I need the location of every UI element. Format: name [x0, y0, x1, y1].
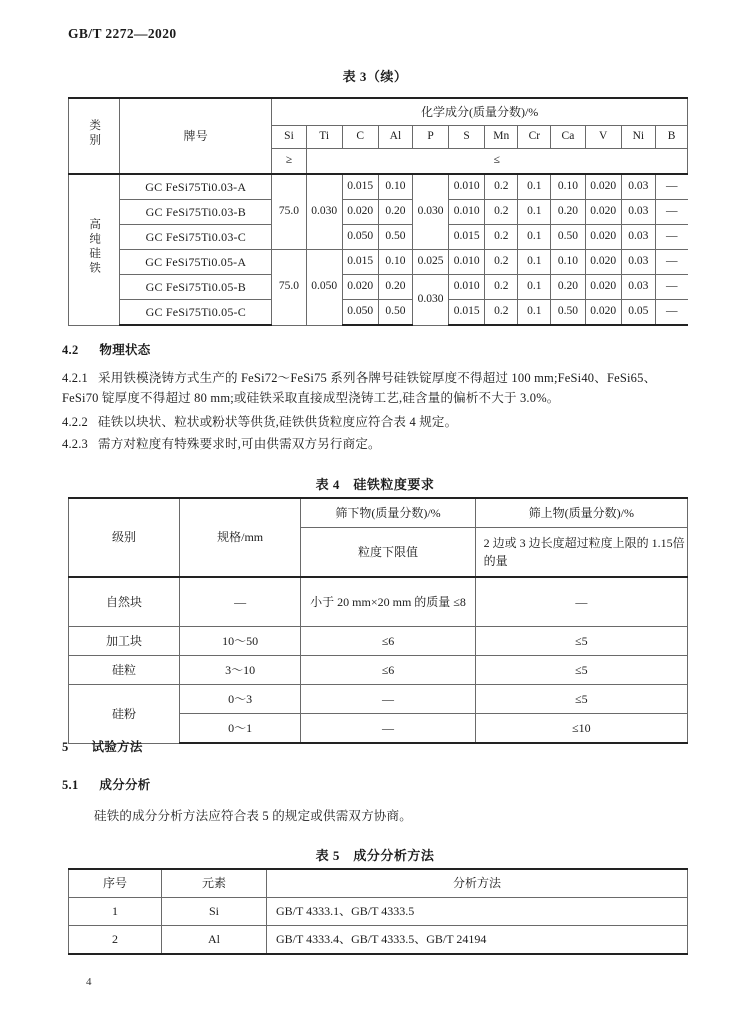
table4-header-oversize-sub: 2 边或 3 边长度超过粒度上限的 1.15倍的量 — [475, 528, 687, 578]
table3-cell-b: — — [656, 275, 688, 300]
table3-col-si: Si — [272, 126, 306, 149]
table4-cell-undersize: 小于 20 mm×20 mm 的质量 ≤8 — [301, 577, 475, 627]
table3-brand-value: GC FeSi75Ti0.03-C — [120, 225, 272, 250]
table3-cell-v: 0.020 — [585, 275, 621, 300]
page-number: 4 — [86, 976, 92, 988]
table-row — [69, 656, 688, 685]
table3-cell-ni: 0.03 — [621, 200, 655, 225]
table-5-analysis-methods — [68, 868, 688, 955]
table3-cell-ca: 0.20 — [551, 275, 585, 300]
table3-cell-c: 0.020 — [342, 275, 378, 300]
table-row — [69, 926, 688, 955]
table3-brand-value: GC FeSi75Ti0.05-A — [120, 250, 272, 275]
table-row — [69, 174, 688, 200]
table-row — [69, 200, 688, 225]
section-number: 5 — [62, 740, 69, 754]
table3-cell-ni: 0.05 — [621, 300, 655, 326]
table3-p-row4: 0.025 — [413, 250, 449, 275]
table3-cell-v: 0.020 — [585, 300, 621, 326]
table3-cell-ni: 0.03 — [621, 174, 655, 200]
table4-header-undersize-group: 筛下物(质量分数)/% — [301, 498, 475, 528]
section-heading-5 — [62, 737, 143, 755]
table3-cell-cr: 0.1 — [518, 200, 551, 225]
section-title: 物理状态 — [99, 343, 151, 357]
table3-brand-value: GC FeSi75Ti0.03-B — [120, 200, 272, 225]
table3-cell-al: 0.10 — [378, 174, 412, 200]
table3-cell-cr: 0.1 — [518, 275, 551, 300]
table-row — [69, 300, 688, 326]
table4-cell-spec: 0～3 — [179, 685, 300, 714]
table3-cell-c: 0.015 — [342, 250, 378, 275]
paragraph-4-2-3 — [62, 434, 692, 454]
table3-cell-s: 0.015 — [449, 300, 485, 326]
table3-cell-mn: 0.2 — [485, 250, 518, 275]
clause-text: 需方对粒度有特殊要求时,可由供需双方另行商定。 — [98, 437, 381, 451]
table3-cell-v: 0.020 — [585, 250, 621, 275]
table3-col-ti: Ti — [306, 126, 342, 149]
table4-cell-spec: 3～10 — [179, 656, 300, 685]
table4-cell-spec: 10～50 — [179, 627, 300, 656]
table3-cell-ca: 0.10 — [551, 250, 585, 275]
table3-si-merged-2: 75.0 — [272, 250, 306, 326]
table-row — [69, 577, 688, 627]
clause-text: 采用铁模浇铸方式生产的 FeSi72～FeSi75 系列各牌号硅铁锭厚度不得超过 100 mm;FeSi40、FeSi65、FeSi70 锭厚度不得超过 80 mm;或硅铁采取直接成型浇铸工艺,硅含量的偏析不大于 3.0%。 — [62, 371, 657, 405]
table3-si-merged-1: 75.0 — [272, 174, 306, 250]
table3-cell-b: — — [656, 250, 688, 275]
table3-cell-cr: 0.1 — [518, 174, 551, 200]
table-4-granularity-requirements — [68, 497, 688, 744]
table3-header-category: 类别 — [69, 98, 120, 174]
table3-header-row-1 — [69, 98, 688, 126]
table3-cell-s: 0.010 — [449, 174, 485, 200]
table3-cell-mn: 0.2 — [485, 174, 518, 200]
table3-cell-b: — — [656, 174, 688, 200]
clause-number: 4.2.1 — [62, 371, 88, 385]
table3-brand-value: GC FeSi75Ti0.05-B — [120, 275, 272, 300]
table4-header-level: 级别 — [69, 498, 180, 577]
table3-cell-ca: 0.10 — [551, 174, 585, 200]
table3-cell-s: 0.010 — [449, 200, 485, 225]
table3-cell-ni: 0.03 — [621, 250, 655, 275]
table3-ti-merged-2: 0.050 — [306, 250, 342, 326]
table3-symbol-si: ≥ — [272, 149, 306, 175]
table4-cell-undersize: — — [301, 685, 475, 714]
table3-cell-cr: 0.1 — [518, 225, 551, 250]
table5-cell-method: GB/T 4333.4、GB/T 4333.5、GB/T 24194 — [267, 926, 688, 955]
table4-cell-level: 硅粉 — [69, 685, 180, 744]
table-row — [69, 225, 688, 250]
table3-header-brand: 牌号 — [120, 98, 272, 174]
section-number: 5.1 — [62, 778, 79, 792]
table5-header-row — [69, 869, 688, 898]
section-title: 试验方法 — [91, 740, 143, 754]
table3-cell-al: 0.20 — [378, 200, 412, 225]
table4-cell-spec: 0～1 — [179, 714, 300, 744]
table3-col-p: P — [413, 126, 449, 149]
clause-text: 硅铁以块状、粒状或粉状等供货,硅铁供货粒度应符合表 4 规定。 — [98, 415, 458, 429]
table5-cell-no: 2 — [69, 926, 162, 955]
table-row — [69, 275, 688, 300]
table3-cell-cr: 0.1 — [518, 300, 551, 326]
section-heading-4-2 — [62, 340, 151, 358]
table5-cell-element: Al — [162, 926, 267, 955]
table3-cell-mn: 0.2 — [485, 225, 518, 250]
table4-cell-spec: — — [179, 577, 300, 627]
table4-cell-level: 硅粒 — [69, 656, 180, 685]
section-number: 4.2 — [62, 343, 79, 357]
table4-cell-undersize: ≤6 — [301, 627, 475, 656]
table5-caption: 表 5 成分分析方法 — [315, 848, 435, 863]
table3-col-c: C — [342, 126, 378, 149]
section-title: 成分分析 — [99, 778, 151, 792]
paragraph-5-1-body: 硅铁的成分分析方法应符合表 5 的规定或供需双方协商。 — [94, 809, 412, 823]
table3-col-s: S — [449, 126, 485, 149]
table3-cell-al: 0.50 — [378, 300, 412, 326]
table-row — [69, 627, 688, 656]
running-header-standard-id: GB/T 2272—2020 — [68, 26, 177, 41]
clause-number: 4.2.3 — [62, 437, 88, 451]
table3-symbol-rest: ≤ — [306, 149, 687, 175]
table4-header-undersize-sub: 粒度下限值 — [301, 528, 475, 578]
table3-col-mn: Mn — [485, 126, 518, 149]
table5-header-element: 元素 — [162, 869, 267, 898]
table4-cell-oversize: ≤10 — [475, 714, 687, 744]
table-row — [69, 685, 688, 714]
table3-p-merged-1: 0.030 — [413, 174, 449, 250]
table3-cell-ca: 0.50 — [551, 225, 585, 250]
table3-cell-c: 0.020 — [342, 200, 378, 225]
table4-cell-undersize: ≤6 — [301, 656, 475, 685]
table3-cell-s: 0.010 — [449, 275, 485, 300]
table5-cell-element: Si — [162, 898, 267, 926]
paragraph-4-2-1 — [62, 368, 692, 408]
table3-cell-v: 0.020 — [585, 174, 621, 200]
table3-cell-b: — — [656, 200, 688, 225]
table4-cell-oversize: ≤5 — [475, 627, 687, 656]
table3-header-chem-group: 化学成分(质量分数)/% — [272, 98, 688, 126]
table-row — [69, 250, 688, 275]
table-3-chemical-composition — [68, 97, 688, 326]
table3-cell-c: 0.015 — [342, 174, 378, 200]
table3-cell-ni: 0.03 — [621, 225, 655, 250]
table3-cell-ni: 0.03 — [621, 275, 655, 300]
table4-cell-oversize: — — [475, 577, 687, 627]
table3-col-v: V — [585, 126, 621, 149]
table3-col-cr: Cr — [518, 126, 551, 149]
section-heading-5-1 — [62, 775, 151, 793]
table3-cell-s: 0.015 — [449, 225, 485, 250]
table3-cell-b: — — [656, 300, 688, 326]
table-row — [69, 898, 688, 926]
table3-cell-v: 0.020 — [585, 225, 621, 250]
table4-header-spec: 规格/mm — [179, 498, 300, 577]
table3-col-ca: Ca — [551, 126, 585, 149]
table5-cell-no: 1 — [69, 898, 162, 926]
table3-cell-ca: 0.20 — [551, 200, 585, 225]
table5-header-no: 序号 — [69, 869, 162, 898]
table4-caption: 表 4 硅铁粒度要求 — [315, 477, 435, 492]
table4-cell-undersize: — — [301, 714, 475, 744]
table3-cell-mn: 0.2 — [485, 200, 518, 225]
table3-p-merged-3: 0.030 — [413, 275, 449, 326]
table3-brand-value: GC FeSi75Ti0.05-C — [120, 300, 272, 326]
table3-col-al: Al — [378, 126, 412, 149]
table3-cell-ca: 0.50 — [551, 300, 585, 326]
table4-cell-level: 自然块 — [69, 577, 180, 627]
table3-cell-c: 0.050 — [342, 225, 378, 250]
table3-col-b: B — [656, 126, 688, 149]
table3-cell-al: 0.50 — [378, 225, 412, 250]
table3-cell-b: — — [656, 225, 688, 250]
table3-cell-mn: 0.2 — [485, 300, 518, 326]
table3-cell-c: 0.050 — [342, 300, 378, 326]
clause-number: 4.2.2 — [62, 415, 88, 429]
table3-cell-al: 0.10 — [378, 250, 412, 275]
paragraph-4-2-2 — [62, 412, 692, 432]
table3-cell-cr: 0.1 — [518, 250, 551, 275]
table3-ti-merged-1: 0.030 — [306, 174, 342, 250]
table5-cell-method: GB/T 4333.1、GB/T 4333.5 — [267, 898, 688, 926]
table3-cell-mn: 0.2 — [485, 275, 518, 300]
table4-header-row-1 — [69, 498, 688, 528]
table4-header-oversize-group: 筛上物(质量分数)/% — [475, 498, 687, 528]
table4-cell-level: 加工块 — [69, 627, 180, 656]
table3-col-ni: Ni — [621, 126, 655, 149]
table4-cell-oversize: ≤5 — [475, 685, 687, 714]
table3-brand-value: GC FeSi75Ti0.03-A — [120, 174, 272, 200]
table3-cell-al: 0.20 — [378, 275, 412, 300]
table3-category-value: 高纯硅铁 — [69, 174, 120, 325]
table3-caption: 表 3（续） — [342, 69, 408, 84]
table3-cell-v: 0.020 — [585, 200, 621, 225]
table3-cell-s: 0.010 — [449, 250, 485, 275]
table4-cell-oversize: ≤5 — [475, 656, 687, 685]
table5-header-method: 分析方法 — [267, 869, 688, 898]
